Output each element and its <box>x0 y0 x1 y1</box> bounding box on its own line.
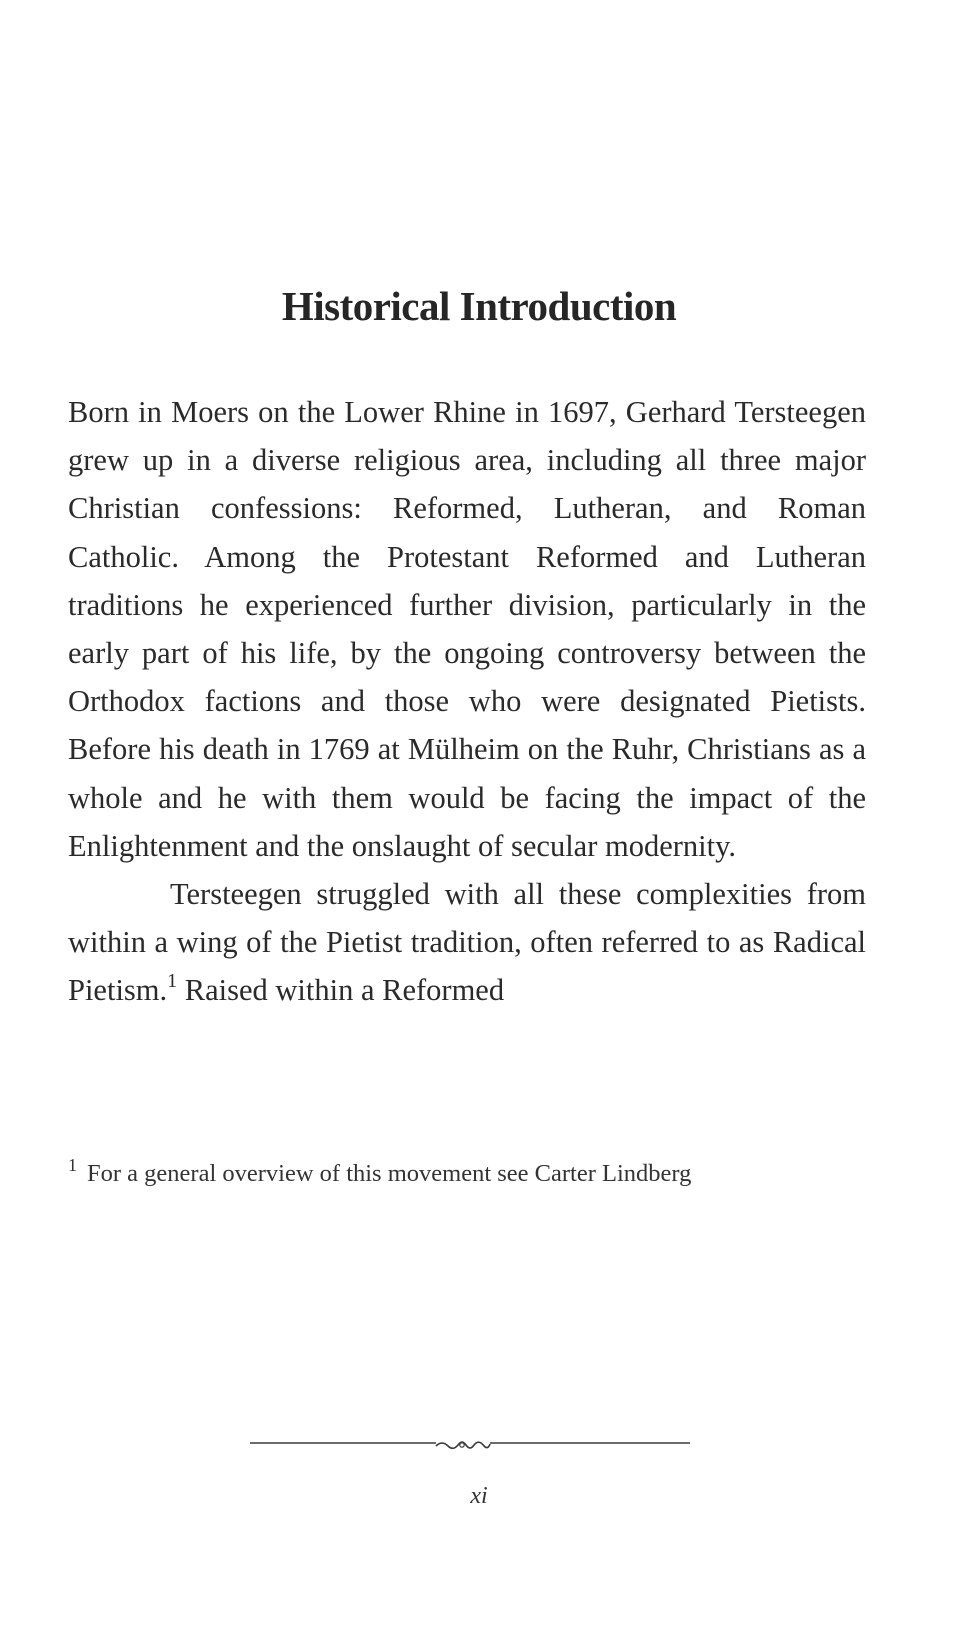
paragraph-2-text-end: Raised within a Reformed <box>177 973 505 1008</box>
footnote <box>68 1155 866 1190</box>
paragraph-2 <box>68 870 866 1015</box>
footnote-reference-marker: 1 <box>167 970 178 993</box>
chapter-title: Historical Introduction <box>281 283 677 329</box>
body-text <box>68 388 866 1015</box>
paragraph-2-text-start: Tersteegen struggled with all these complexities from within a wing of the Pietist tradition, often referred to as Radical Pietism. <box>68 877 866 1008</box>
flourish-ornament-icon <box>250 1436 690 1456</box>
paragraph-1: Born in Moers on the Lower Rhine in 1697, Gerhard Tersteegen grew up in a diverse religious area, including all three major Christian confessions: Reformed, Lutheran, and Roman Catholic. Among the Protestant Reformed and Lutheran traditions he experienced further division, particularly in the early part of his life, by the ongoing controversy between the Orthodox factions and those who were designated Pietists. Before his death in 1769 at Mülheim on the Ruhr, Christians as a whole and he with them would be facing the impact of the Enlightenment and the onslaught of secular modernity. <box>68 395 866 863</box>
footnote-text: For a general overview of this movement see Carter Lindberg <box>87 1160 692 1187</box>
page-number: xi <box>470 1483 488 1509</box>
footnote-number: 1 <box>68 1155 77 1175</box>
